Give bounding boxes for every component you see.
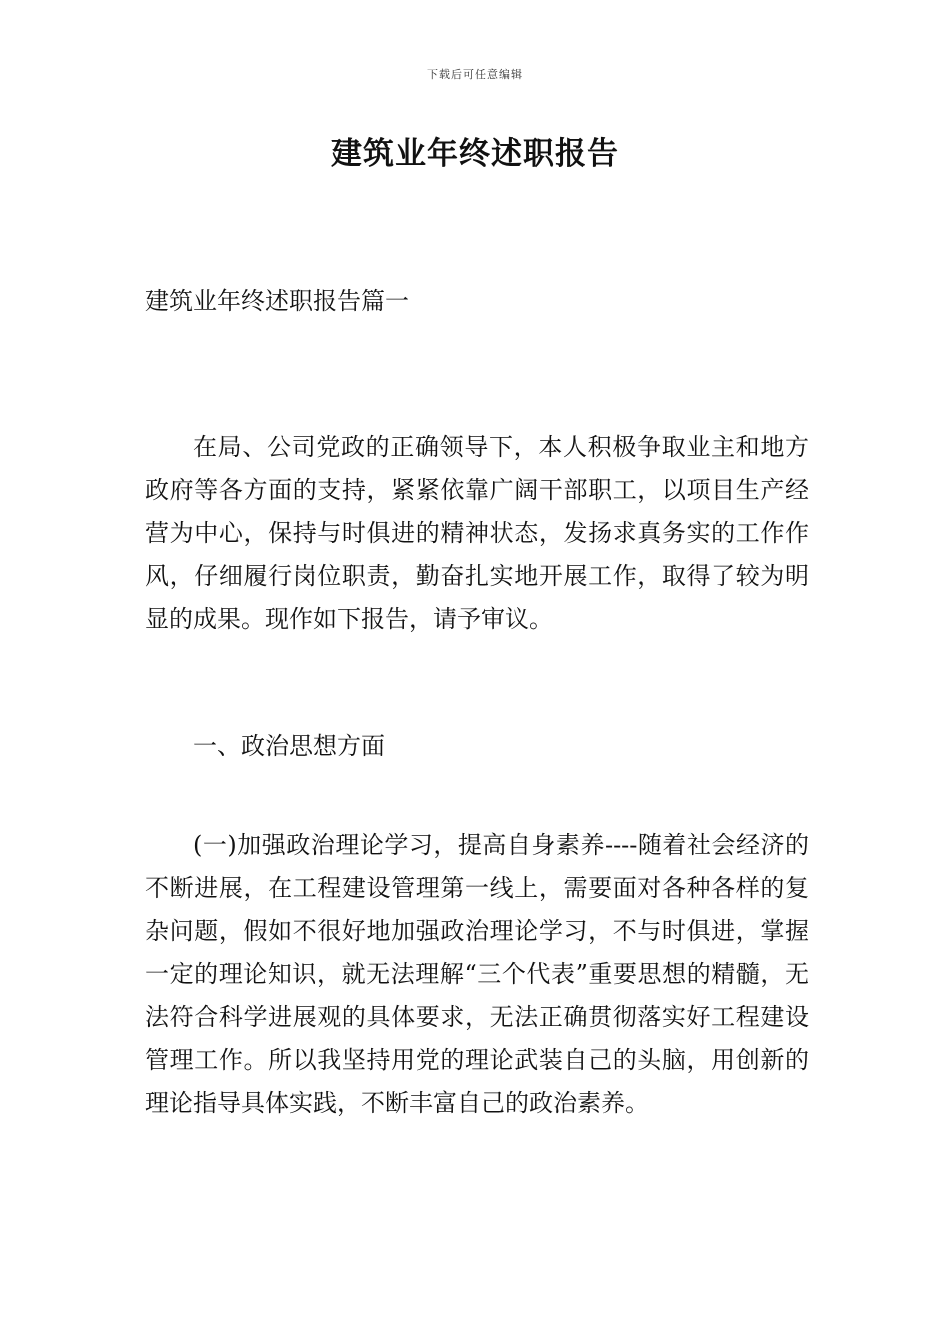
paragraph-political-study: (一)加强政治理论学习，提高自身素养----随着社会经济的不断进展，在工程建设管理第一线上，需要面对各种各样的复杂问题，假如不很好地加强政治理论学习，不与时俱进，掌握一定的理论知识，就无法理解“三个代表”重要思想的精髓，无法符合科学进展观的具体要求，无法正确贯彻落实好工程建设管理工作。所以我坚持用党的理论武装自己的头脑，用创新的理论指导具体实践，不断丰富自己的政治素养。 [145, 831, 809, 1117]
section-subtitle: 建筑业年终述职报告篇一 [145, 287, 409, 315]
document-title: 建筑业年终述职报告 [331, 136, 619, 172]
section-heading: 一、政治思想方面 [193, 732, 385, 760]
paragraph-intro: 在局、公司党政的正确领导下，本人积极争取业主和地方政府等各方面的支持，紧紧依靠广阔干部职工，以项目生产经营为中心，保持与时俱进的精神状态，发扬求真务实的工作作风，仔细履行岗位职责，勤奋扎实地开展工作，取得了较为明显的成果。现作如下报告，请予审议。 [145, 433, 809, 633]
header-note: 下载后可任意编辑 [427, 68, 523, 81]
